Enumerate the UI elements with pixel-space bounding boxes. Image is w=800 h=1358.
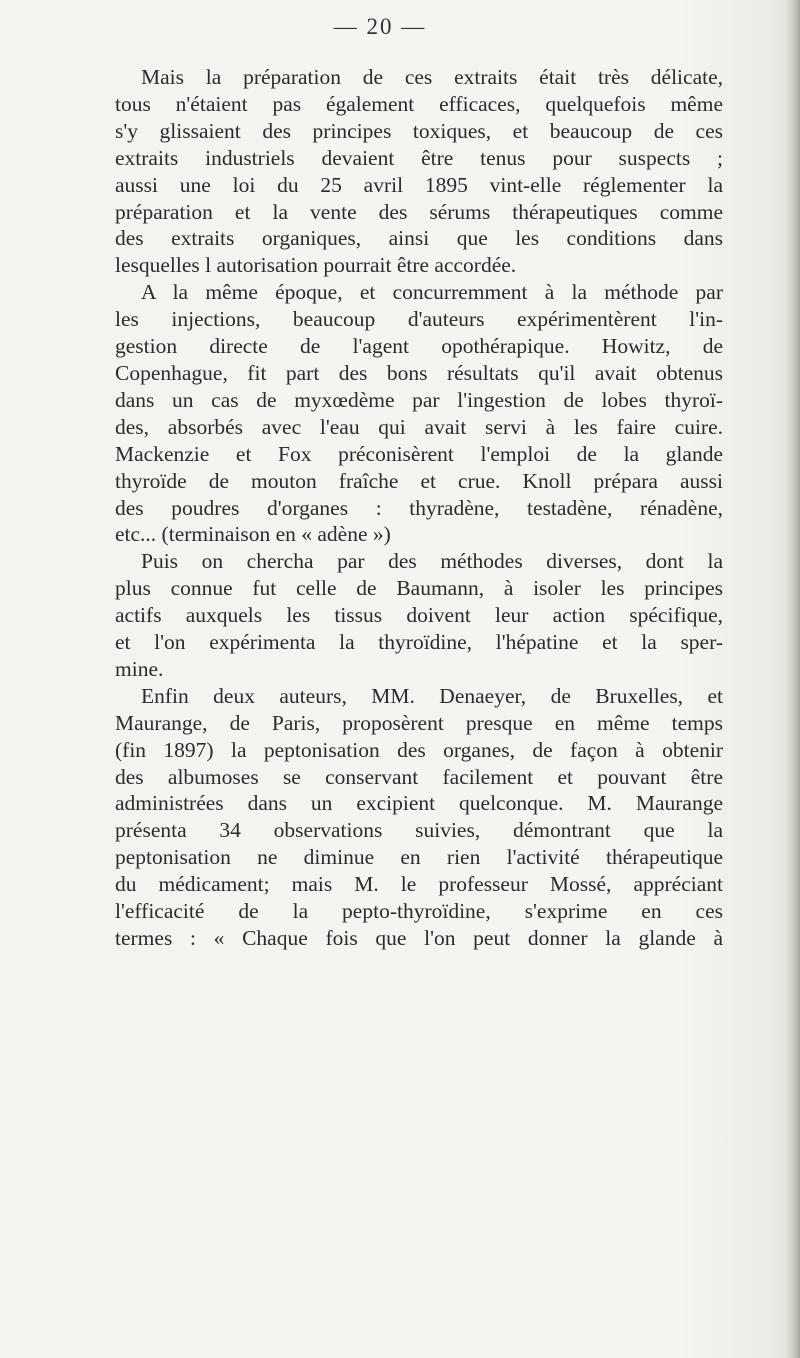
text-line: dans un cas de myxœdème par l'ingestion de lobes thyroï- xyxy=(115,387,723,412)
text-line: plus connue fut celle de Baumann, à isoler les principes xyxy=(115,576,723,601)
text-line: les injections, beaucoup d'auteurs expérimentèrent l'in- xyxy=(115,307,723,332)
text-line: Maurange, de Paris, proposèrent presque en même temps xyxy=(115,710,723,735)
text-line: termes : « Chaque fois que l'on peut donner la glande à xyxy=(115,926,723,950)
text-line: Copenhague, fit part des bons résultats qu'il avait obtenus xyxy=(115,360,723,385)
text-line: préparation et la vente des sérums thérapeutiques comme xyxy=(115,199,723,224)
text-line: Mais la préparation de ces extraits était très délicate, xyxy=(141,65,723,89)
text-line: thyroïde de mouton fraîche et crue. Knoll prépara aussi xyxy=(115,468,723,493)
text-line: des poudres d'organes : thyradène, testadène, rénadène, xyxy=(115,495,723,520)
text-line: A la même époque, et concurremment à la méthode par xyxy=(141,280,723,305)
text-line: Puis on chercha par des méthodes diverses, dont la xyxy=(141,549,723,574)
text-line: gestion directe de l'agent opothérapique. Howitz, de xyxy=(115,334,723,359)
text-line: aussi une loi du 25 avril 1895 vint-elle réglementer la xyxy=(115,172,723,197)
body-text xyxy=(115,64,723,952)
text-line: peptonisation ne diminue en rien l'activité thérapeutique xyxy=(115,845,723,870)
text-line: présenta 34 observations suivies, démontrant que la xyxy=(115,818,723,843)
text-line: des extraits organiques, ainsi que les conditions dans xyxy=(115,226,723,251)
text-line: Mackenzie et Fox préconisèrent l'emploi de la glande xyxy=(115,441,723,466)
text-line: Enfin deux auteurs, MM. Denaeyer, de Bruxelles, et xyxy=(141,683,723,708)
text-line: s'y glissaient des principes toxiques, et beaucoup de ces xyxy=(115,118,723,143)
text-line: tous n'étaient pas également efficaces, quelquefois même xyxy=(115,91,723,116)
text-line: administrées dans un excipient quelconque. M. Maurange xyxy=(115,791,723,816)
text-line: des, absorbés avec l'eau qui avait servi à les faire cuire. xyxy=(115,414,723,439)
text-line: lesquelles l autorisation pourrait être accordée. xyxy=(115,253,517,278)
text-line: l'efficacité de la pepto-thyroïdine, s'exprime en ces xyxy=(115,899,723,924)
text-line: extraits industriels devaient être tenus pour suspects ; xyxy=(115,145,723,170)
text-line: actifs auxquels les tissus doivent leur action spécifique, xyxy=(115,603,723,628)
text-line: du médicament; mais M. le professeur Mossé, appréciant xyxy=(115,872,723,897)
text-line: (fin 1897) la peptonisation des organes, de façon à obtenir xyxy=(115,737,723,762)
text-line: mine. xyxy=(115,656,164,681)
text-line: etc... (terminaison en « adène ») xyxy=(115,522,391,547)
page-number: — 20 — xyxy=(333,14,427,39)
page-edge-shadow xyxy=(786,0,800,1358)
text-line: des albumoses se conservant facilement et pouvant être xyxy=(115,764,723,789)
text-line: et l'on expérimenta la thyroïdine, l'hépatine et la sper- xyxy=(115,630,723,655)
